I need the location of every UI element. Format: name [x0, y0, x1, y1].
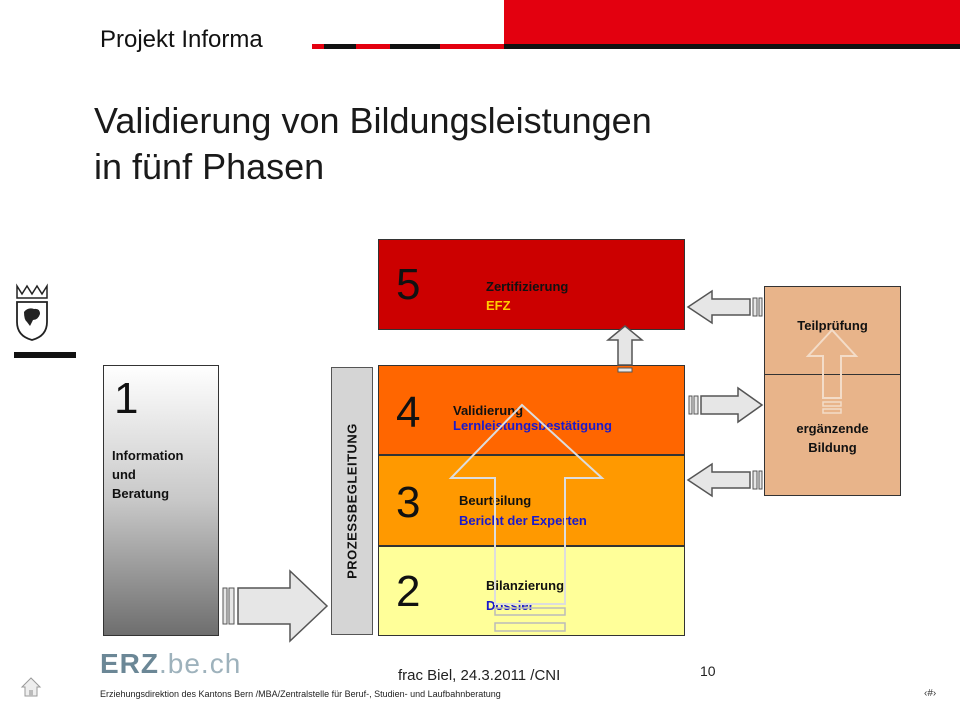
phase-3-label: Beurteilung — [459, 493, 532, 508]
logo-suffix: .be.ch — [159, 648, 242, 679]
footer-date: frac Biel, 24.3.2011 /CNI — [398, 667, 561, 684]
phase-1-label-line: Information — [112, 448, 184, 463]
title-line-1: Validierung von Bildungsleistungen — [94, 100, 652, 141]
phase-4-number: 4 — [396, 388, 421, 437]
arrow-up-icon — [608, 326, 642, 372]
phase-5-label: Zertifizierung — [486, 279, 569, 294]
phase-3-number: 3 — [396, 478, 421, 527]
arrow-left-icon — [688, 464, 762, 496]
phase-5-sublabel: EFZ — [486, 298, 511, 313]
phase-1-label-line: Beratung — [112, 486, 170, 501]
phase-5-number: 5 — [396, 260, 421, 309]
phase-1-label-line: und — [112, 467, 136, 482]
title-line-2: in fünf Phasen — [94, 146, 325, 187]
ergaenzende-bildung-line: ergänzende — [796, 421, 869, 436]
phase-3-sublabel: Bericht der Experten — [459, 513, 587, 528]
phase-4-sublabel: Lernleistungsbestätigung — [453, 418, 612, 433]
phase-2-label: Bilanzierung — [486, 578, 565, 593]
slide-number-marker: ‹#› — [924, 688, 937, 699]
arrow-left-icon — [688, 291, 762, 323]
arrow-right-icon — [223, 571, 327, 641]
prozessbegleitung-label: PROZESSBEGLEITUNG — [344, 423, 360, 579]
phase-2-sublabel: Dossier — [486, 598, 534, 613]
arrow-up-icon — [451, 405, 602, 631]
teilpruefung-label: Teilprüfung — [797, 318, 868, 333]
erz-logo — [100, 648, 241, 680]
ergaenzende-bildung-line: Bildung — [808, 440, 857, 455]
arrow-right-icon — [689, 388, 762, 422]
home-icon[interactable] — [20, 676, 42, 698]
page-number: 10 — [700, 663, 716, 679]
phase-2-number: 2 — [396, 567, 421, 616]
phase-1-number: 1 — [114, 374, 139, 423]
project-name: Projekt Informa — [100, 26, 263, 53]
arrow-up-icon — [808, 330, 856, 413]
phase-4-label: Validierung — [453, 403, 524, 418]
footer-organization: Erziehungsdirektion des Kantons Bern /MBA/Zentralstelle für Beruf-, Studien- und Laufbahnberatung — [100, 689, 501, 699]
logo-main: ERZ — [100, 648, 159, 679]
